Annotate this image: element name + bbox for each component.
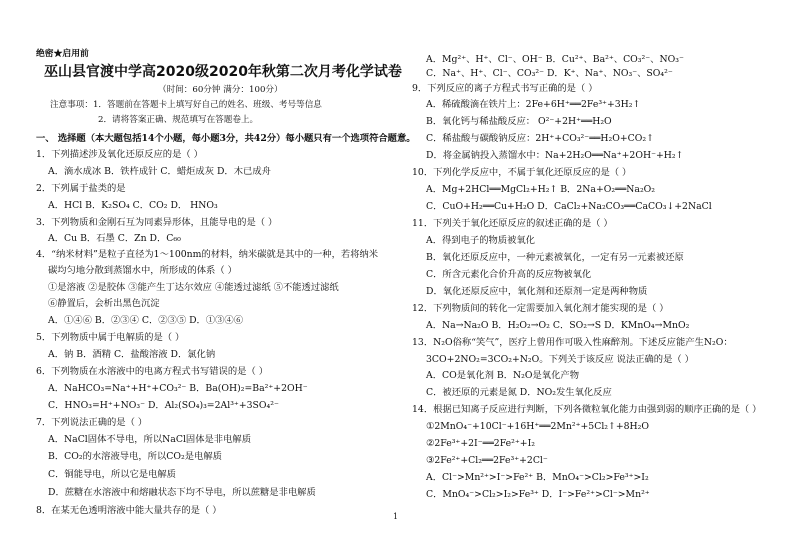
statement-line: ⑥静置后，会析出黑色沉淀 (48, 298, 160, 309)
option-line: A．Cu B．石墨 C．Zn D．C₆₀ (48, 233, 181, 244)
option-line: C．铜能导电，所以它是电解质 (48, 469, 176, 480)
notice-1: 注意事项：1．答题前在答题卡上填写好自己的姓名、班级、考号等信息 (50, 100, 322, 110)
option-line: D．将金属钠投入蒸馏水中：Na+2H₂O══Na⁺+2OH⁻+H₂↑ (426, 150, 684, 161)
question-line: 2．下列属于盐类的是 (36, 183, 126, 194)
option-line: A．Mg+2HCl══MgCl₂+H₂↑ B．2Na+O₂══Na₂O₂ (426, 184, 656, 195)
question-line: 11．下列关于氧化还原反应的叙述正确的是（ ） (412, 218, 613, 229)
question-line: 7．下列说法正确的是（ ） (36, 417, 148, 428)
option-line: A．滴水成冰 B．铁杵成针 C．蜡炬成灰 D．木已成舟 (48, 166, 271, 177)
reaction-line: ②2Fe³⁺+2I⁻══2Fe²⁺+I₂ (426, 438, 535, 449)
section-heading: 一、 选择题（本大题包括14个小题，每小题3分，共42分）每小题只有一个选项符合题意。 (36, 133, 416, 144)
question-line: 1．下列描述涉及氧化还原反应的是（ ） (36, 149, 203, 160)
option-line: A．NaCl固体不导电，所以NaCl固体是非电解质 (48, 434, 251, 445)
option-line: A．NaHCO₃=Na⁺+H⁺+CO₃²⁻ B．Ba(OH)₂=Ba²⁺+2OH⁻ (48, 383, 308, 394)
option-line: C．HNO₃=H⁺+NO₃⁻ D．Al₂(SO₄)₃=2Al³⁺+3SO₄²⁻ (48, 400, 279, 411)
option-line: C．MnO₄⁻>Cl₂>I₂>Fe³⁺ D．I⁻>Fe²⁺>Cl⁻>Mn²⁺ (426, 489, 650, 500)
question-line: 3．下列物质和金刚石互为同素异形体，且能导电的是（ ） (36, 217, 278, 228)
option-line: A．稀硫酸滴在铁片上：2Fe+6H⁺══2Fe³⁺+3H₂↑ (426, 99, 641, 110)
question-line: 8．在某无色透明溶液中能大量共存的是（ ） (36, 505, 222, 516)
option-line: A．Na→Na₂O B．H₂O₂→O₂ C．SO₂→S D．KMnO₄→MnO₂ (426, 320, 690, 331)
option-line: C．被还原的元素是氮 D．NO₂发生氧化反应 (426, 387, 612, 398)
option-line: B．氧化还原反应中，一种元素被氧化，一定有另一元素被还原 (426, 252, 684, 263)
option-line: A．Cl⁻>Mn²⁺>I⁻>Fe²⁺ B．MnO₄⁻>Cl₂>Fe³⁺>I₂ (426, 472, 649, 483)
option-line: A．HCl B．K₂SO₄ C．CO₂ D． HNO₃ (48, 200, 218, 211)
reaction-line: ①2MnO₄⁻+10Cl⁻+16H⁺══2Mn²⁺+5Cl₂↑+8H₂O (426, 421, 649, 432)
statement-line: ①是溶液 ②是胶体 ③能产生丁达尔效应 ④能透过滤纸 ⑤不能透过滤纸 (48, 282, 339, 293)
question-line: 3CO+2NO₂=3CO₂+N₂O。下列关于该反应 说法正确的是（ ） (426, 354, 694, 365)
option-line: B．氧化钙与稀盐酸反应： O²⁻+2H⁺══H₂O (426, 116, 612, 127)
option-line: C．Na⁺、H⁺、Cl⁻、CO₃²⁻ D．K⁺、Na⁺、NO₃⁻、SO₄²⁻ (426, 68, 673, 79)
option-line: D．氧化还原反应中，氧化剂和还原剂一定是两种物质 (426, 286, 648, 297)
exam-title: 巫山县官渡中学高2020级2020年秋第二次月考化学试卷 (44, 64, 402, 80)
question-line: 碳均匀地分散到蒸馏水中，所形成的体系（ ） (48, 265, 237, 276)
question-line: 5．下列物质中属于电解质的是（ ） (36, 332, 185, 343)
question-line: 6．下列物质在水溶液中的电离方程式书写错误的是（ ） (36, 366, 268, 377)
confidential-mark: 绝密★启用前 (36, 49, 89, 59)
question-line: 9．下列反应的离子方程式书写正确的是（ ） (412, 83, 598, 94)
option-line: C．所含元素化合价升高的反应物被氧化 (426, 269, 592, 280)
option-line: D．蔗糖在水溶液中和熔融状态下均不导电，所以蔗糖是非电解质 (48, 487, 316, 498)
question-line: 14．根据已知离子反应进行判断，下列各微粒氧化能力由强到弱的顺序正确的是（ ） (412, 404, 762, 415)
option-line: A．Mg²⁺、H⁺、Cl⁻、OH⁻ B．Cu²⁺、Ba²⁺、CO₃²⁻、NO₃⁻ (426, 54, 684, 65)
question-line: 12．下列物质间的转化一定需要加入氧化剂才能实现的是（ ） (412, 303, 669, 314)
option-line: A．①④⑥ B．②③④ C．②③⑤ D．①③④⑥ (48, 315, 244, 326)
question-line: 13．N₂O俗称“笑气”，医疗上曾用作可吸入性麻醉剂。下述反应能产生N₂O： (412, 337, 733, 348)
option-line: C．CuO+H₂══Cu+H₂O D．CaCl₂+Na₂CO₃══CaCO₃↓+2NaCl (426, 201, 712, 212)
reaction-line: ③2Fe²⁺+Cl₂══2Fe³⁺+2Cl⁻ (426, 455, 548, 466)
question-line: 4．“纳米材料”是粒子直径为1～100nm的材料，纳米碳就是其中的一种，若将纳米 (36, 249, 379, 260)
page-number: 1 (393, 512, 399, 521)
question-line: 10．下列化学反应中，不属于氧化还原反应的是（ ） (412, 167, 632, 178)
time-score: （时间：60分钟 满分：100分） (158, 85, 283, 95)
option-line: A．得到电子的物质被氧化 (426, 235, 535, 246)
option-line: A．CO是氧化剂 B．N₂O是氧化产物 (426, 370, 579, 381)
option-line: C．稀盐酸与碳酸钠反应：2H⁺+CO₃²⁻══H₂O+CO₂↑ (426, 133, 654, 144)
option-line: A．钠 B．酒精 C．盐酸溶液 D．氯化钠 (48, 349, 216, 360)
option-line: B．CO₂的水溶液导电，所以CO₂是电解质 (48, 451, 222, 462)
notice-2: 2．请将答案正确、规范填写在答题卷上。 (98, 115, 259, 125)
